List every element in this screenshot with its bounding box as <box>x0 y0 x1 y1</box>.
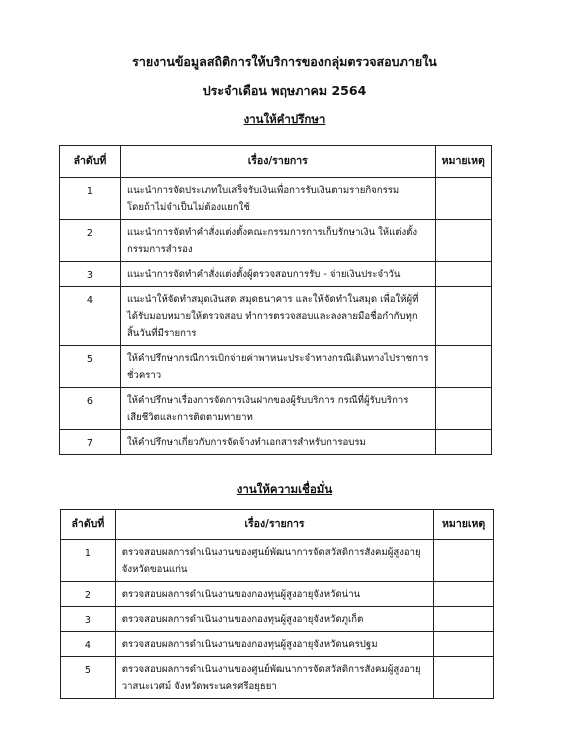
header-subject: เรื่อง/รายการ <box>120 146 435 178</box>
row-subject-line: ตรวจสอบผลการดำเนินงานของกองทุนผู้สูงอายุจังหวัดภูเก็ต <box>121 614 364 625</box>
row-subject-line: ตรวจสอบผลการดำเนินงานของกองทุนผู้สูงอายุจังหวัดน่าน <box>121 589 361 600</box>
row-number: 2 <box>60 220 121 262</box>
row-number: 1 <box>61 540 116 582</box>
row-subject-line: กรรมการสำรอง <box>126 244 193 255</box>
row-subject <box>120 262 435 287</box>
table-row <box>61 632 494 657</box>
table-row <box>60 430 492 455</box>
row-subject-line: จังหวัดขอนแก่น <box>121 564 188 575</box>
row-remark <box>435 388 491 430</box>
row-subject <box>120 388 435 430</box>
table-row <box>61 540 494 582</box>
report-title: รายงานข้อมูลสถิติการให้บริการของกลุ่มตรวจสอบภายใน <box>132 54 437 69</box>
row-remark <box>434 540 494 582</box>
table-row <box>60 178 492 220</box>
header-subject: เรื่อง/รายการ <box>115 510 433 540</box>
table-row <box>60 388 492 430</box>
row-number: 6 <box>60 388 121 430</box>
report-subtitle: ประจำเดือน พฤษภาคม 2564 <box>202 83 367 98</box>
row-subject-line: ได้รับมอบหมายให้ตรวจสอบ ทำการตรวจสอบและลงลายมือชื่อกำกับทุก <box>126 311 418 322</box>
row-subject-line: แนะนำให้จัดทำสมุดเงินสด สมุดธนาคาร และให้จัดทำในสมุด เพื่อให้ผู้ที่ <box>126 294 419 305</box>
row-remark <box>435 262 491 287</box>
row-subject-line: ตรวจสอบผลการดำเนินงานของศูนย์พัฒนาการจัดสวัสดิการสังคมผู้สูงอายุ <box>121 547 421 558</box>
row-remark <box>434 607 494 632</box>
row-subject-line: วาสนะเวศม์ จังหวัดพระนครศรีอยุธยา <box>121 681 277 692</box>
assurance-table-body <box>61 540 494 699</box>
row-number: 7 <box>60 430 121 455</box>
row-subject <box>120 346 435 388</box>
row-subject <box>115 582 433 607</box>
row-subject-line: ให้คำปรึกษาเรื่องการจัดการเงินฝากของผู้รับบริการ กรณีที่ผู้รับบริการ <box>126 395 409 406</box>
row-subject-line: ให้คำปรึกษาเกี่ยวกับการจัดจ้างทำเอกสารสำหรับการอบรม <box>126 437 366 448</box>
table-row <box>60 220 492 262</box>
section-heading-consulting: งานให้คำปรึกษา <box>243 112 326 126</box>
section-heading-assurance: งานให้ความเชื่อมั่น <box>236 482 333 496</box>
row-subject <box>120 178 435 220</box>
row-subject <box>115 657 433 699</box>
table-row <box>60 346 492 388</box>
header-remark: หมายเหตุ <box>435 146 491 178</box>
consulting-table <box>59 145 492 455</box>
table-row <box>61 657 494 699</box>
row-subject-line: สิ้นวันที่มีรายการ <box>126 328 197 339</box>
row-subject-line: แนะนำการจัดประเภทใบเสร็จรับเงินเพื่อการรับเงินตามรายกิจกรรม <box>126 185 400 196</box>
row-subject-line: ตรวจสอบผลการดำเนินงานของศูนย์พัฒนาการจัดสวัสดิการสังคมผู้สูงอายุ <box>121 664 421 675</box>
row-remark <box>434 657 494 699</box>
header-remark: หมายเหตุ <box>434 510 494 540</box>
row-number: 1 <box>60 178 121 220</box>
row-number: 4 <box>61 632 116 657</box>
row-remark <box>435 430 491 455</box>
row-remark <box>435 346 491 388</box>
consulting-table-body <box>60 178 492 455</box>
row-subject <box>115 607 433 632</box>
row-subject <box>120 430 435 455</box>
row-remark <box>435 287 491 346</box>
row-number: 5 <box>61 657 116 699</box>
row-remark <box>434 632 494 657</box>
row-subject-line: โดยถ้าไม่จำเป็นไม่ต้องแยกใช้ <box>126 202 250 213</box>
row-remark <box>435 220 491 262</box>
row-subject <box>115 632 433 657</box>
row-number: 2 <box>61 582 116 607</box>
table-row <box>61 582 494 607</box>
table-row <box>60 262 492 287</box>
row-number: 4 <box>60 287 121 346</box>
row-number: 3 <box>60 262 121 287</box>
row-remark <box>435 178 491 220</box>
row-number: 3 <box>61 607 116 632</box>
row-subject-line: เสียชีวิตและการติดตามทายาท <box>126 412 253 423</box>
table-row <box>61 607 494 632</box>
row-subject-line: ชั่วคราว <box>126 370 162 381</box>
row-subject <box>120 220 435 262</box>
row-number: 5 <box>60 346 121 388</box>
header-order: ลำดับที่ <box>60 146 121 178</box>
row-subject-line: ให้คำปรึกษากรณีการเบิกจ่ายค่าพาหนะประจำทางกรณีเดินทางไปราชการ <box>126 353 429 364</box>
row-subject-line: แนะนำการจัดทำคำสั่งแต่งตั้งผู้ตรวจสอบการรับ - จ่ายเงินประจำวัน <box>126 269 401 280</box>
row-subject <box>120 287 435 346</box>
table-row <box>60 287 492 346</box>
row-subject-line: แนะนำการจัดทำคำสั่งแต่งตั้งคณะกรรมการการเก็บรักษาเงิน ให้แต่งตั้ง <box>126 227 418 238</box>
assurance-table <box>60 509 494 699</box>
row-remark <box>434 582 494 607</box>
header-order: ลำดับที่ <box>61 510 116 540</box>
row-subject <box>115 540 433 582</box>
row-subject-line: ตรวจสอบผลการดำเนินงานของกองทุนผู้สูงอายุจังหวัดนครปฐม <box>121 639 378 650</box>
